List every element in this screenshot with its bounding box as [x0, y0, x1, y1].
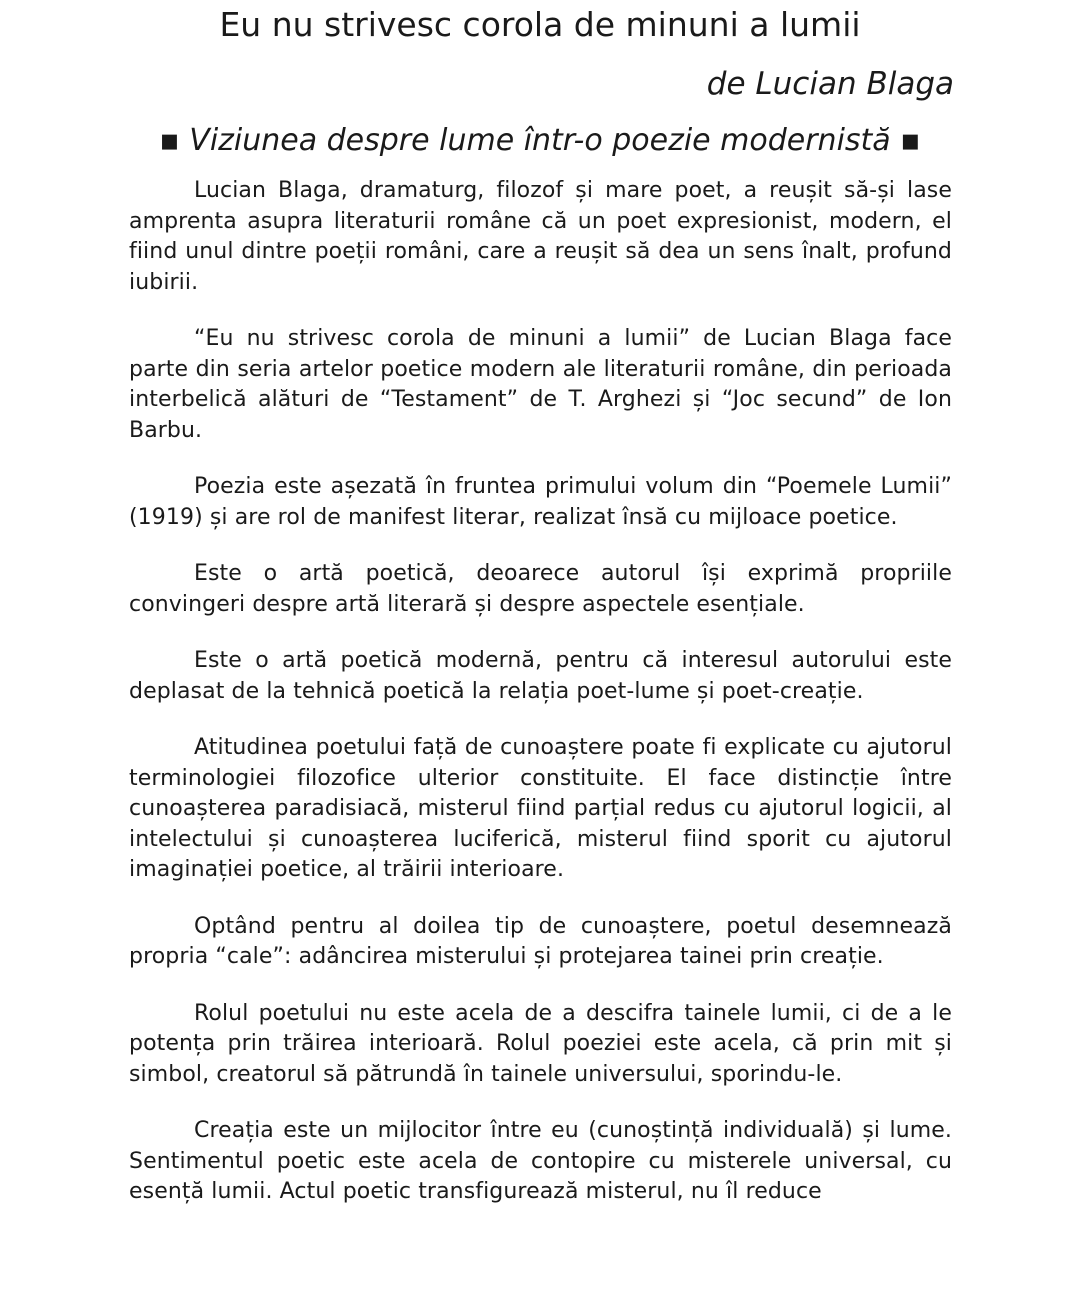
paragraph: Este o artă poetică modernă, pentru că interesul autorului este deplasat de la tehnică poetică la relația poet-lume și poet-creație.: [129, 648, 952, 704]
paragraph: Lucian Blaga, dramaturg, filozof și mare poet, a reușit să-și lase amprenta asupra literaturii române că un poet expresionist, modern, el fiind unul dintre poeții români, care a reușit să dea un sens înalt, profund iubirii.: [129, 178, 952, 295]
paragraph: “Eu nu strivesc corola de minuni a lumii” de Lucian Blaga face parte din seria artelor poetice modern ale literaturii române, din perioada interbelică alături de “Testament” de T. Arghezi și “Joc secund” de Ion Barbu.: [129, 326, 952, 443]
paragraph: Atitudinea poetului față de cunoaștere poate fi explicate cu ajutorul terminologiei filozofice ulterior constituite. El face distincție între cunoașterea paradisiacă, misterul fiind parțial redus cu ajutorul logicii, al intelectului și cunoașterea luciferică, misterul fiind sporit cu ajutorul imaginației poetice, al trăirii interioare.: [129, 735, 952, 882]
paragraph: Rolul poetului nu este acela de a descifra tainele lumii, ci de a le potența prin trăirea interioară. Rolul poeziei este acela, că prin mit și simbol, creatorul să pătrundă în tainele universului, sporindu-le.: [129, 1000, 952, 1087]
paragraph: Optând pentru al doilea tip de cunoaștere, poetul desemnează propria “cale”: adâncirea misterului și protejarea tainei prin creație.: [129, 913, 952, 969]
paragraph: Creația este un mijlocitor între eu (cunoștință individuală) și lume. Sentimentul poetic este acela de contopire cu misterele universal, cu esență lumii. Actul poetic transfigurează misterul, nu îl reduce: [129, 1118, 952, 1204]
body-text: [129, 176, 952, 1234]
paragraph: Este o artă poetică, deoarece autorul își exprimă propriile convingeri despre artă literară și despre aspectele esențiale.: [129, 561, 952, 617]
document-title: Eu nu strivesc corola de minuni a lumii: [219, 5, 861, 44]
document-subtitle: ▪ Viziunea despre lume într-o poezie modernistă ▪: [159, 123, 921, 158]
author-line: de Lucian Blaga: [706, 66, 954, 102]
paragraph: Poezia este așezată în fruntea primului volum din “Poemele Lumii” (1919) și are rol de manifest literar, realizat însă cu mijloace poetice.: [129, 474, 952, 530]
